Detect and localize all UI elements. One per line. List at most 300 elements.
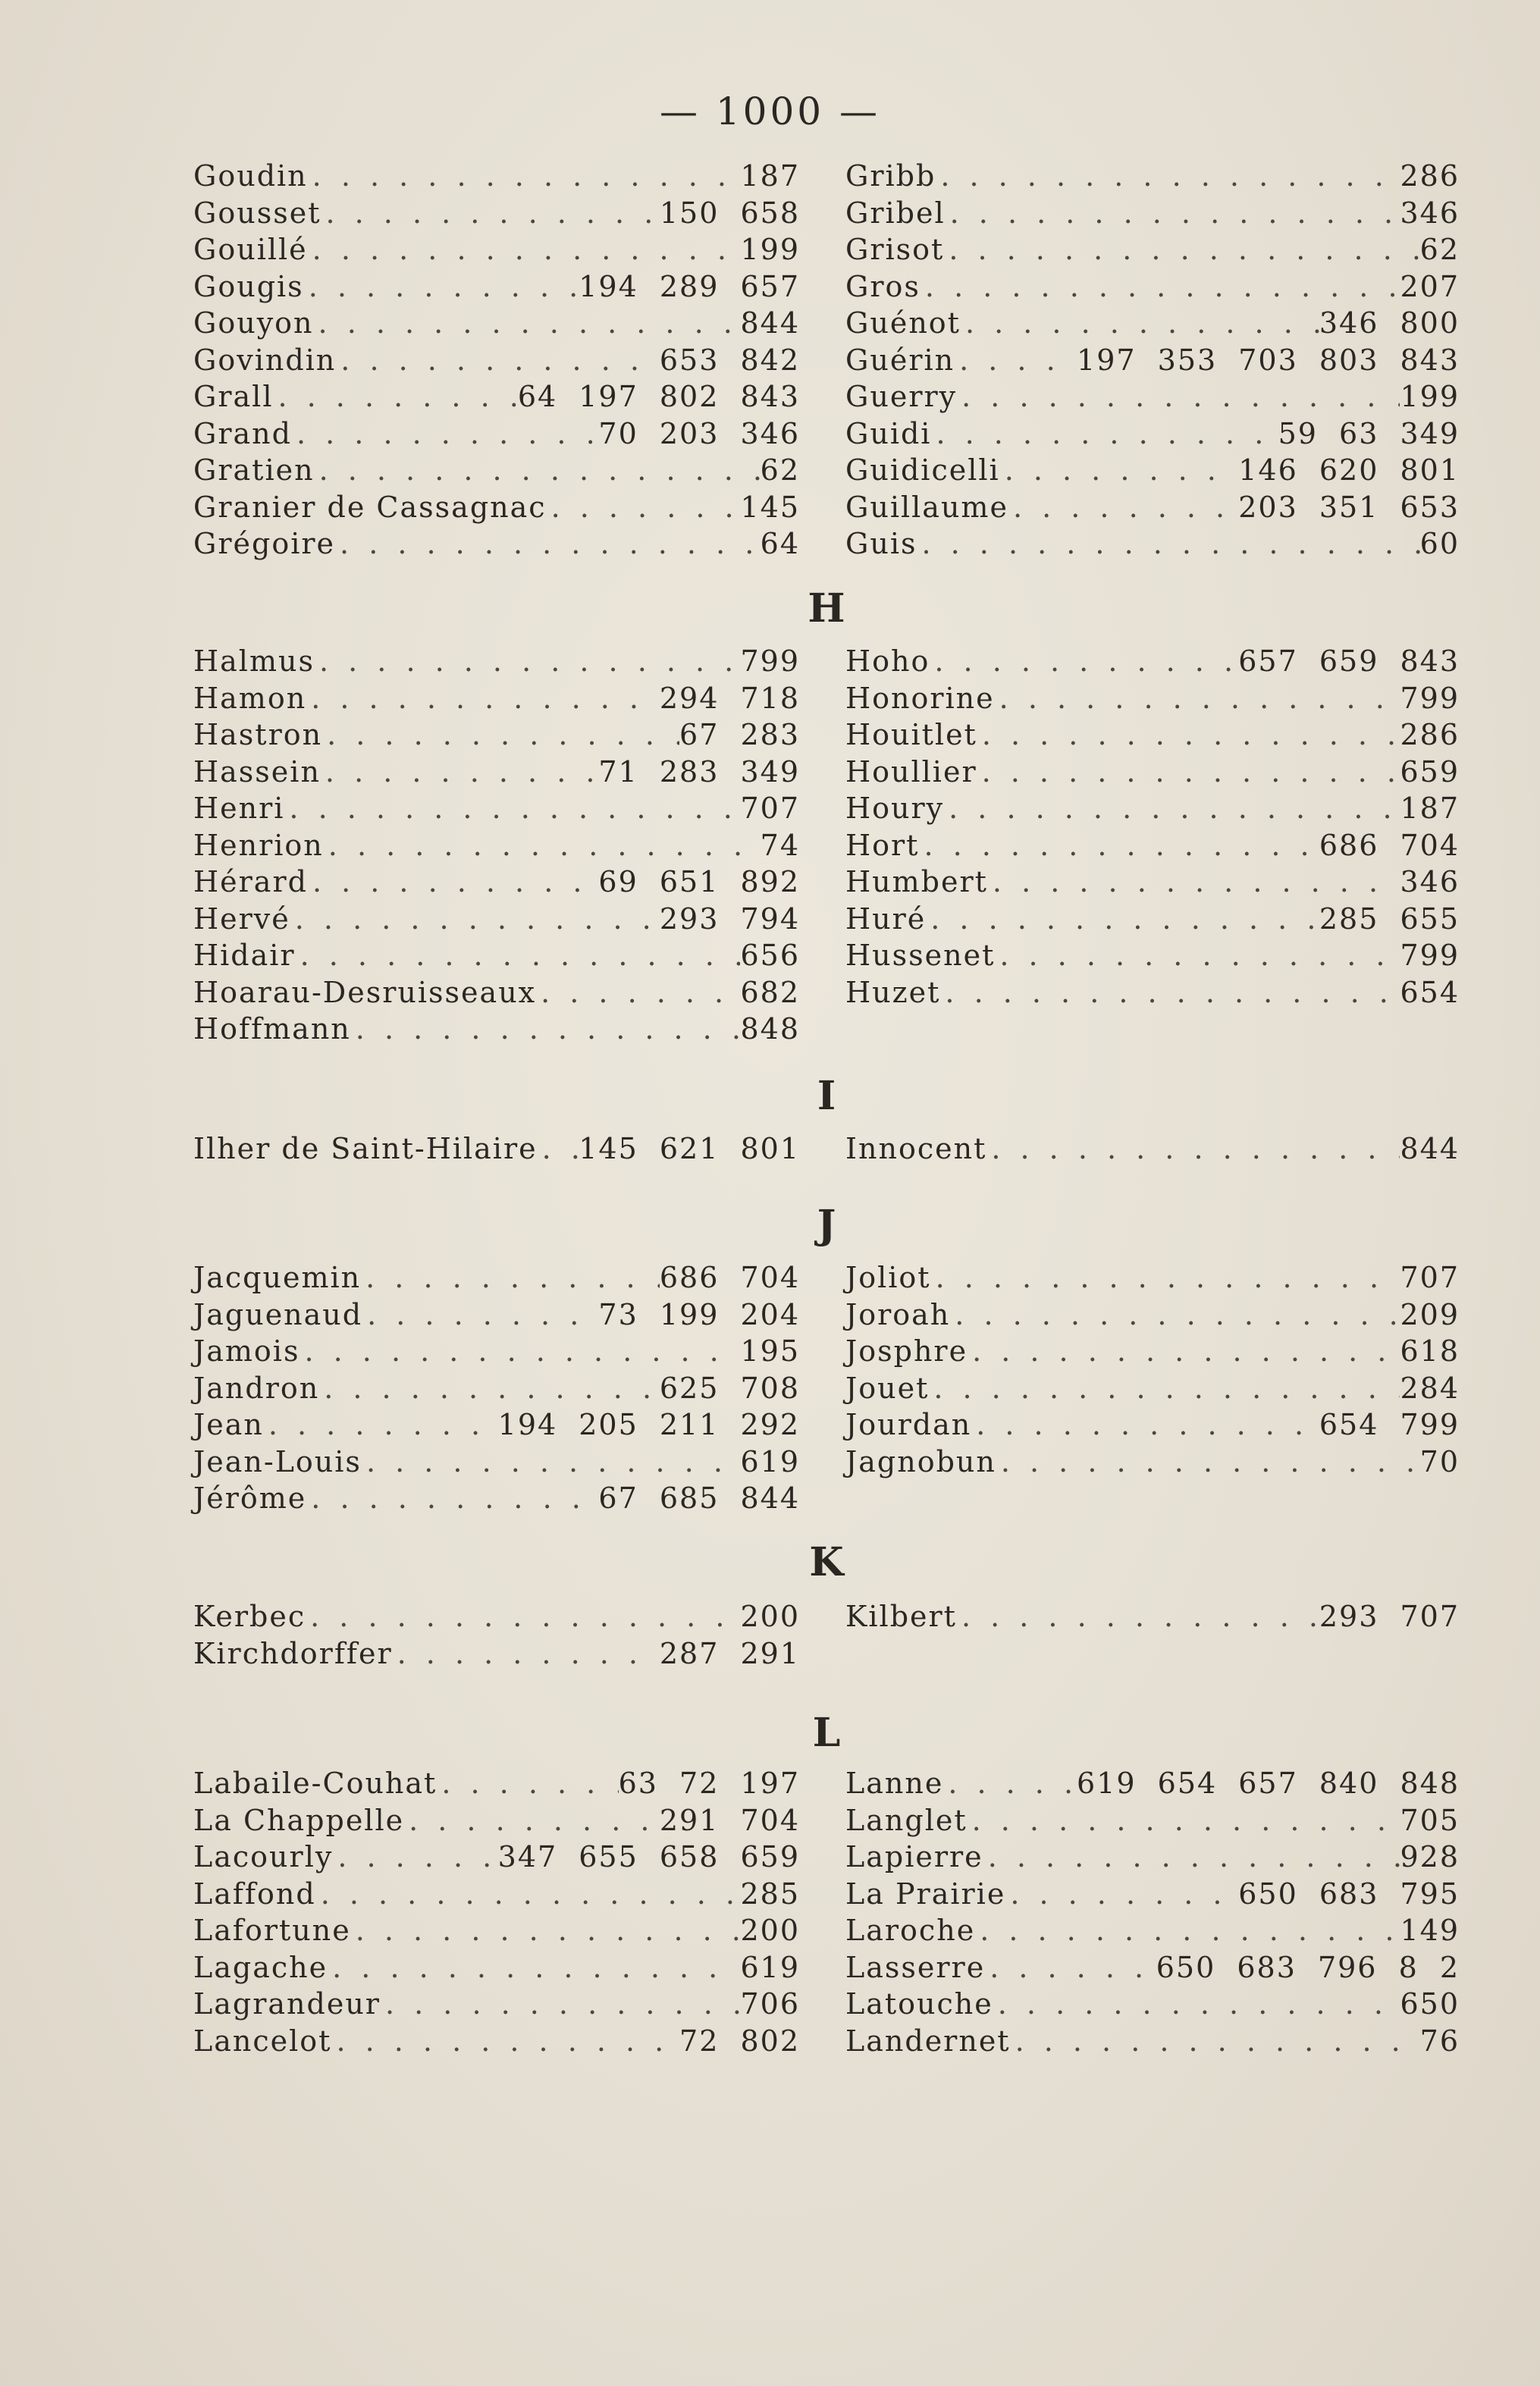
left-column bbox=[193, 1132, 800, 1169]
entry-pages: 657 659 843 bbox=[1238, 644, 1460, 678]
leader-dots bbox=[306, 1600, 740, 1633]
leader-dots bbox=[1011, 2024, 1420, 2058]
entry-pages: 187 bbox=[1400, 792, 1460, 825]
leader-dots bbox=[919, 829, 1319, 862]
leader-dots bbox=[381, 1987, 741, 2021]
index-entry bbox=[193, 792, 800, 829]
leader-dots bbox=[284, 792, 740, 825]
leader-dots bbox=[944, 792, 1400, 825]
entry-pages: 62 bbox=[760, 453, 800, 487]
leader-dots bbox=[393, 1637, 660, 1670]
leader-dots bbox=[995, 682, 1400, 715]
leader-dots bbox=[977, 718, 1400, 751]
index-entry bbox=[845, 902, 1460, 939]
section-letter: J bbox=[817, 1202, 836, 1248]
entry-pages: 625 708 bbox=[659, 1371, 800, 1405]
entry-name: Govindin bbox=[193, 343, 337, 377]
index-entry bbox=[193, 644, 800, 682]
index-entry bbox=[845, 453, 1460, 491]
leader-dots bbox=[943, 1767, 1077, 1800]
index-entry bbox=[845, 829, 1460, 866]
left-column bbox=[193, 1261, 800, 1519]
index-entry bbox=[845, 1767, 1460, 1804]
index-entry bbox=[845, 1298, 1460, 1335]
entry-name: Josphre bbox=[845, 1334, 968, 1368]
leader-dots bbox=[264, 1408, 498, 1441]
index-entry bbox=[845, 343, 1460, 381]
entry-name: Lanne bbox=[845, 1767, 944, 1800]
index-entry bbox=[193, 682, 800, 719]
entry-name: La Chappelle bbox=[193, 1803, 405, 1837]
entry-name: Hoffmann bbox=[193, 1012, 351, 1046]
index-entry bbox=[845, 718, 1460, 755]
section-letter: H bbox=[808, 585, 845, 632]
entry-name: Huzet bbox=[845, 975, 941, 1009]
leader-dots bbox=[929, 1372, 1400, 1405]
right-column bbox=[845, 1261, 1460, 1481]
entry-pages: 284 bbox=[1400, 1371, 1460, 1405]
entry-name: Jean-Louis bbox=[193, 1444, 362, 1478]
entry-name: Hérard bbox=[193, 865, 308, 898]
entry-pages: 285 655 bbox=[1319, 901, 1460, 936]
index-entry bbox=[845, 1914, 1460, 1951]
entry-name: Labaile-Couhat bbox=[193, 1767, 438, 1800]
entry-name: Landernet bbox=[845, 2024, 1011, 2058]
left-column bbox=[193, 644, 800, 1049]
entry-name: Henri bbox=[193, 792, 285, 825]
entry-pages: 145 bbox=[740, 490, 800, 524]
index-entry bbox=[193, 343, 800, 381]
index-entry bbox=[845, 1600, 1460, 1637]
entry-pages: 686 704 bbox=[1319, 828, 1460, 862]
index-entry bbox=[845, 196, 1460, 234]
index-entry bbox=[845, 417, 1460, 454]
index-entry bbox=[193, 306, 800, 343]
entry-name: Hidair bbox=[193, 939, 296, 972]
leader-dots bbox=[336, 343, 660, 377]
leader-dots bbox=[333, 1840, 497, 1873]
entry-name: Hoho bbox=[845, 644, 930, 678]
leader-dots bbox=[536, 976, 740, 1009]
index-entry bbox=[845, 1334, 1460, 1372]
entry-pages: 73 199 204 bbox=[598, 1297, 800, 1331]
leader-dots bbox=[547, 491, 741, 524]
entry-pages: 844 bbox=[740, 306, 800, 340]
entry-pages: 59 63 349 bbox=[1278, 416, 1460, 450]
entry-pages: 194 289 657 bbox=[579, 269, 800, 303]
right-column bbox=[845, 1132, 1460, 1169]
leader-dots bbox=[950, 1298, 1400, 1331]
entry-name: Jouet bbox=[845, 1371, 930, 1405]
leader-dots bbox=[993, 1987, 1400, 2021]
index-entry bbox=[845, 1372, 1460, 1409]
entry-pages: 194 205 211 292 bbox=[497, 1408, 800, 1441]
section-letter: L bbox=[812, 1710, 841, 1756]
entry-pages: 285 bbox=[740, 1877, 800, 1911]
index-entry bbox=[845, 1132, 1460, 1169]
index-entry bbox=[845, 939, 1460, 976]
leader-dots bbox=[292, 417, 598, 450]
entry-pages: 76 bbox=[1419, 2024, 1460, 2058]
entry-name: Jaguenaud bbox=[193, 1297, 363, 1331]
entry-pages: 346 bbox=[1400, 865, 1460, 898]
leader-dots bbox=[308, 159, 741, 193]
entry-name: Latouche bbox=[845, 1987, 993, 2021]
index-entry bbox=[193, 1408, 800, 1445]
entry-pages: 199 bbox=[740, 233, 800, 266]
entry-pages: 197 353 703 803 843 bbox=[1077, 343, 1460, 377]
entry-name: Guérin bbox=[845, 343, 955, 377]
leader-dots bbox=[1000, 453, 1239, 487]
entry-pages: 799 bbox=[1400, 681, 1460, 715]
entry-pages: 293 794 bbox=[659, 901, 800, 936]
index-entry bbox=[845, 1951, 1460, 1988]
entry-name: Lancelot bbox=[193, 2024, 332, 2058]
entry-name: Houitlet bbox=[845, 718, 977, 751]
index-entry bbox=[193, 2024, 800, 2061]
entry-name: Grall bbox=[193, 380, 274, 413]
entry-name: La Prairie bbox=[845, 1877, 1006, 1911]
index-entry bbox=[845, 1445, 1460, 1482]
entry-name: Kirchdorffer bbox=[193, 1636, 393, 1670]
entry-name: Houllier bbox=[845, 754, 977, 789]
index-entry bbox=[193, 196, 800, 234]
entry-pages: 619 bbox=[740, 1950, 800, 1984]
entry-name: Hussenet bbox=[845, 939, 996, 972]
leader-dots bbox=[936, 159, 1400, 193]
entry-name: Gribb bbox=[845, 159, 936, 193]
entry-pages: 618 bbox=[1400, 1334, 1460, 1368]
entry-pages: 149 bbox=[1400, 1914, 1460, 1947]
index-entry bbox=[845, 682, 1460, 719]
entry-pages: 203 351 653 bbox=[1238, 490, 1460, 524]
index-entry bbox=[193, 1298, 800, 1335]
entry-pages: 659 bbox=[1400, 754, 1460, 789]
leader-dots bbox=[296, 939, 741, 972]
page-number: — 1000 — bbox=[659, 89, 881, 133]
section-letter: K bbox=[809, 1539, 844, 1585]
leader-dots bbox=[328, 1951, 740, 1984]
entry-name: Hastron bbox=[193, 718, 323, 751]
entry-name: Goudin bbox=[193, 159, 308, 193]
index-entry bbox=[193, 755, 800, 792]
leader-dots bbox=[304, 270, 579, 303]
left-column bbox=[193, 159, 800, 564]
leader-dots bbox=[322, 718, 679, 751]
leader-dots bbox=[1005, 1877, 1238, 1911]
entry-name: Guidicelli bbox=[845, 453, 1000, 487]
index-entry bbox=[845, 792, 1460, 829]
leader-dots bbox=[319, 1372, 660, 1405]
entry-name: Jacquemin bbox=[193, 1261, 362, 1294]
entry-name: Halmus bbox=[193, 644, 315, 678]
leader-dots bbox=[985, 1951, 1156, 1984]
entry-name: Jandron bbox=[193, 1371, 320, 1405]
leader-dots bbox=[315, 644, 741, 678]
entry-name: Jamois bbox=[193, 1334, 300, 1368]
entry-name: Guénot bbox=[845, 306, 961, 340]
entry-pages: 291 704 bbox=[659, 1803, 800, 1837]
index-entry bbox=[845, 976, 1460, 1013]
entry-pages: 67 283 bbox=[679, 718, 800, 751]
index-entry bbox=[845, 527, 1460, 564]
entry-pages: 686 704 bbox=[659, 1261, 800, 1294]
index-entry bbox=[193, 939, 800, 976]
entry-pages: 654 bbox=[1400, 975, 1460, 1009]
entry-pages: 293 707 bbox=[1319, 1600, 1460, 1633]
index-entry bbox=[193, 1445, 800, 1482]
entry-name: Lapierre bbox=[845, 1840, 983, 1873]
index-entry bbox=[845, 159, 1460, 196]
index-entry bbox=[193, 1012, 800, 1049]
index-entry bbox=[845, 1877, 1460, 1914]
index-entry bbox=[193, 159, 800, 196]
index-entry bbox=[193, 1840, 800, 1877]
entry-pages: 650 683 796 8 2 bbox=[1156, 1950, 1460, 1984]
entry-pages: 70 bbox=[1419, 1444, 1460, 1478]
entry-name: Humbert bbox=[845, 865, 988, 898]
entry-pages: 200 bbox=[740, 1600, 800, 1633]
leader-dots bbox=[961, 306, 1319, 340]
leader-dots bbox=[308, 233, 741, 266]
leader-dots bbox=[957, 380, 1400, 413]
entry-pages: 682 bbox=[740, 975, 800, 1009]
entry-pages: 654 799 bbox=[1319, 1408, 1460, 1441]
entry-name: Laroche bbox=[845, 1914, 976, 1947]
entry-name: Ilher de Saint-Hilaire bbox=[193, 1132, 538, 1165]
entry-pages: 72 802 bbox=[679, 2024, 800, 2058]
leader-dots bbox=[306, 1481, 598, 1515]
entry-pages: 347 655 658 659 bbox=[497, 1840, 800, 1873]
index-entry bbox=[193, 417, 800, 454]
entry-pages: 799 bbox=[1400, 939, 1460, 972]
index-entry bbox=[845, 270, 1460, 307]
entry-pages: 799 bbox=[740, 644, 800, 678]
entry-pages: 199 bbox=[1400, 380, 1460, 413]
entry-name: Hamon bbox=[193, 681, 307, 715]
index-entry bbox=[193, 865, 800, 902]
entry-name: Huré bbox=[845, 901, 927, 936]
entry-name: Laffond bbox=[193, 1877, 316, 1911]
entry-name: Jérôme bbox=[193, 1481, 307, 1515]
entry-name: Grégoire bbox=[193, 527, 336, 560]
entry-name: Honorine bbox=[845, 681, 995, 715]
index-entry bbox=[193, 1261, 800, 1298]
entry-pages: 707 bbox=[740, 792, 800, 825]
entry-name: Gribel bbox=[845, 196, 946, 230]
leader-dots bbox=[983, 1840, 1400, 1873]
entry-pages: 286 bbox=[1400, 159, 1460, 193]
index-entry bbox=[845, 865, 1460, 902]
section-letter: I bbox=[817, 1073, 836, 1119]
leader-dots bbox=[931, 1261, 1400, 1294]
leader-dots bbox=[404, 1804, 660, 1837]
leader-dots bbox=[930, 644, 1238, 678]
entry-name: Joroah bbox=[845, 1297, 951, 1331]
entry-pages: 287 291 bbox=[659, 1636, 800, 1670]
index-entry bbox=[193, 491, 800, 528]
index-entry bbox=[193, 976, 800, 1013]
leader-dots bbox=[306, 682, 660, 715]
entry-pages: 928 bbox=[1400, 1840, 1460, 1873]
entry-name: Langlet bbox=[845, 1803, 968, 1837]
leader-dots bbox=[351, 1012, 741, 1046]
leader-dots bbox=[975, 1914, 1400, 1947]
entry-pages: 650 bbox=[1400, 1987, 1460, 2021]
entry-name: Hassein bbox=[193, 754, 321, 789]
entry-pages: 145 621 801 bbox=[579, 1132, 800, 1165]
right-column bbox=[845, 1767, 1460, 2061]
leader-dots bbox=[957, 1600, 1319, 1633]
entry-name: Grand bbox=[193, 416, 292, 450]
left-column bbox=[193, 1767, 800, 2061]
leader-dots bbox=[940, 976, 1400, 1009]
entry-pages: 200 bbox=[740, 1914, 800, 1947]
entry-name: Granier de Cassagnac bbox=[193, 490, 547, 524]
index-entry bbox=[845, 644, 1460, 682]
entry-name: Grisot bbox=[845, 233, 945, 266]
entry-name: Hervé bbox=[193, 901, 290, 936]
leader-dots bbox=[926, 902, 1319, 936]
entry-pages: 209 bbox=[1400, 1297, 1460, 1331]
entry-name: Lacourly bbox=[193, 1840, 334, 1873]
leader-dots bbox=[362, 1445, 741, 1478]
entry-name: Joliot bbox=[845, 1261, 931, 1294]
entry-pages: 74 bbox=[760, 828, 800, 862]
index-entry bbox=[193, 1334, 800, 1372]
entry-pages: 705 bbox=[1400, 1803, 1460, 1837]
index-entry bbox=[193, 1372, 800, 1409]
index-entry bbox=[845, 1840, 1460, 1877]
leader-dots bbox=[988, 865, 1400, 898]
leader-dots bbox=[968, 1334, 1400, 1368]
entry-pages: 346 800 bbox=[1319, 306, 1460, 340]
entry-name: Gousset bbox=[193, 196, 321, 230]
leader-dots bbox=[321, 196, 659, 230]
leader-dots bbox=[351, 1914, 741, 1947]
entry-name: Lagache bbox=[193, 1950, 328, 1984]
leader-dots bbox=[324, 829, 761, 862]
leader-dots bbox=[361, 1261, 660, 1294]
entry-name: Henrion bbox=[193, 828, 324, 862]
entry-pages: 286 bbox=[1400, 718, 1460, 751]
index-entry bbox=[845, 1987, 1460, 2024]
entry-name: Gros bbox=[845, 269, 921, 303]
leader-dots bbox=[971, 1408, 1319, 1441]
entry-pages: 706 bbox=[740, 1987, 800, 2021]
entry-pages: 150 658 bbox=[659, 196, 800, 230]
entry-name: Hort bbox=[845, 828, 920, 862]
entry-name: Gouyon bbox=[193, 306, 314, 340]
entry-name: Guis bbox=[845, 527, 917, 560]
leader-dots bbox=[315, 453, 761, 487]
entry-pages: 294 718 bbox=[659, 681, 800, 715]
leader-dots bbox=[321, 755, 599, 789]
entry-name: Gouillé bbox=[193, 233, 308, 266]
entry-name: Jean bbox=[193, 1408, 264, 1441]
leader-dots bbox=[314, 306, 741, 340]
leader-dots bbox=[955, 343, 1077, 377]
index-entry bbox=[193, 1987, 800, 2024]
leader-dots bbox=[538, 1132, 579, 1165]
index-entry bbox=[193, 829, 800, 866]
leader-dots bbox=[996, 1445, 1420, 1478]
entry-pages: 195 bbox=[740, 1334, 800, 1368]
entry-name: Guillaume bbox=[845, 490, 1008, 524]
leader-dots bbox=[437, 1767, 618, 1800]
entry-name: Houry bbox=[845, 792, 945, 825]
index-entry bbox=[845, 1261, 1460, 1298]
entry-name: Jourdan bbox=[845, 1408, 972, 1441]
entry-pages: 619 bbox=[740, 1444, 800, 1478]
entry-pages: 62 bbox=[1419, 233, 1460, 266]
entry-pages: 69 651 892 bbox=[598, 865, 800, 898]
leader-dots bbox=[308, 865, 598, 898]
entry-name: Kilbert bbox=[845, 1600, 957, 1633]
entry-name: Lagrandeur bbox=[193, 1987, 381, 2021]
index-entry bbox=[193, 1132, 800, 1169]
index-entry bbox=[193, 527, 800, 564]
index-entry bbox=[845, 1408, 1460, 1445]
entry-pages: 146 620 801 bbox=[1238, 453, 1460, 487]
entry-name: Gratien bbox=[193, 453, 315, 487]
entry-pages: 346 bbox=[1400, 196, 1460, 230]
entry-name: Gougis bbox=[193, 269, 304, 303]
entry-pages: 844 bbox=[1400, 1132, 1460, 1165]
leader-dots bbox=[946, 196, 1400, 230]
entry-pages: 187 bbox=[740, 159, 800, 193]
leader-dots bbox=[921, 270, 1400, 303]
entry-pages: 650 683 795 bbox=[1238, 1877, 1460, 1911]
right-column bbox=[845, 644, 1460, 1012]
entry-name: Hoarau-Desruisseaux bbox=[193, 975, 537, 1009]
index-entry bbox=[845, 1804, 1460, 1841]
index-entry bbox=[193, 1637, 800, 1674]
leader-dots bbox=[977, 755, 1400, 789]
index-entry bbox=[193, 1600, 800, 1637]
index-entry bbox=[845, 380, 1460, 417]
index-entry bbox=[193, 270, 800, 307]
entry-pages: 60 bbox=[1419, 527, 1460, 560]
entry-pages: 64 197 802 843 bbox=[517, 380, 800, 413]
index-entry bbox=[193, 1481, 800, 1519]
right-column bbox=[845, 159, 1460, 564]
entry-name: Guidi bbox=[845, 416, 932, 450]
leader-dots bbox=[362, 1298, 598, 1331]
left-column bbox=[193, 1600, 800, 1673]
index-entry bbox=[193, 902, 800, 939]
leader-dots bbox=[300, 1334, 740, 1368]
entry-name: Lasserre bbox=[845, 1950, 986, 1984]
entry-pages: 70 203 346 bbox=[598, 416, 800, 450]
index-entry bbox=[193, 1914, 800, 1951]
index-entry bbox=[845, 233, 1460, 270]
leader-dots bbox=[273, 380, 517, 413]
leader-dots bbox=[995, 939, 1400, 972]
leader-dots bbox=[931, 417, 1278, 450]
index-entry bbox=[193, 1877, 800, 1914]
entry-pages: 64 bbox=[760, 527, 800, 560]
index-entry bbox=[845, 755, 1460, 792]
leader-dots bbox=[1008, 491, 1238, 524]
index-entry bbox=[193, 1804, 800, 1841]
index-entry bbox=[845, 306, 1460, 343]
entry-pages: 207 bbox=[1400, 269, 1460, 303]
entry-pages: 848 bbox=[740, 1012, 800, 1046]
leader-dots bbox=[986, 1132, 1400, 1165]
index-entry bbox=[845, 2024, 1460, 2061]
entry-name: Kerbec bbox=[193, 1600, 306, 1633]
